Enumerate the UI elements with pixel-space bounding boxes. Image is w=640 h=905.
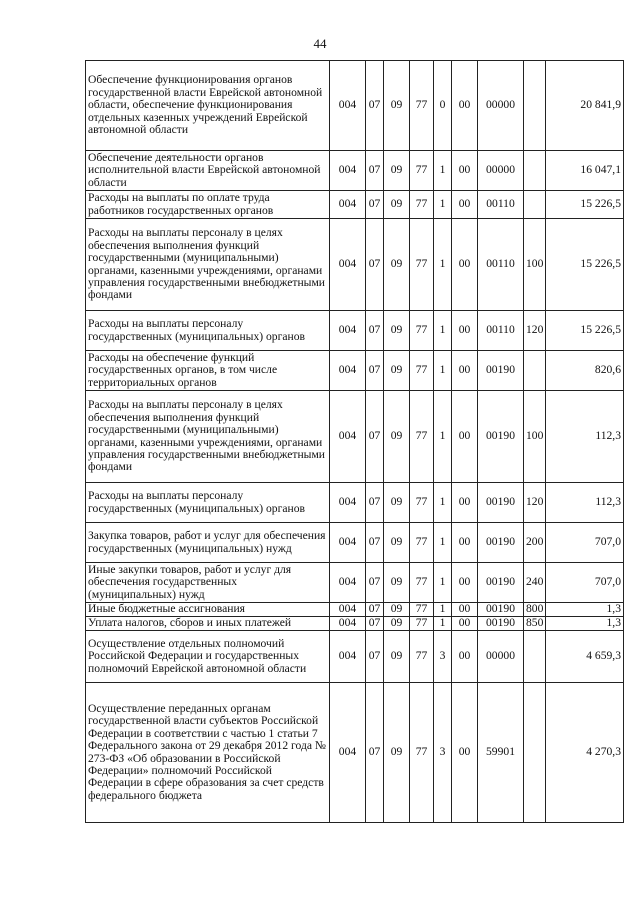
ministry-code: 004: [330, 631, 366, 683]
expense-type-code: 120: [524, 311, 546, 351]
amount: 15 226,5: [546, 311, 624, 351]
ministry-code: 004: [330, 617, 366, 631]
budget-table: [85, 60, 624, 823]
table-row: [86, 603, 624, 617]
ministry-code: 004: [330, 191, 366, 219]
page-number: 44: [313, 36, 327, 51]
expense-type-code: 850: [524, 617, 546, 631]
expense-code: 00110: [478, 219, 524, 311]
section-code: 07: [366, 219, 384, 311]
section-code: 07: [366, 483, 384, 523]
table-row: [86, 523, 624, 563]
program-code: 77: [410, 219, 434, 311]
program-code: 77: [410, 391, 434, 483]
row-description: Расходы на выплаты персоналу государственных (муниципальных) органов: [86, 483, 330, 523]
row-description: Иные закупки товаров, работ и услуг для обеспечения государственных (муниципальных) нужд: [86, 563, 330, 603]
expense-type-code: [524, 61, 546, 151]
table-row: [86, 61, 624, 151]
subsection-code: 09: [384, 617, 410, 631]
expense-code: 00000: [478, 61, 524, 151]
table-row: [86, 311, 624, 351]
group-code: 00: [452, 483, 478, 523]
subprogram-code: 0: [434, 61, 452, 151]
expense-code: 00190: [478, 351, 524, 391]
amount: 4 270,3: [546, 683, 624, 823]
expense-type-code: 200: [524, 523, 546, 563]
section-code: 07: [366, 683, 384, 823]
row-description: Закупка товаров, работ и услуг для обеспечения государственных (муниципальных) нужд: [86, 523, 330, 563]
section-code: 07: [366, 351, 384, 391]
amount: 15 226,5: [546, 191, 624, 219]
expense-code: 00190: [478, 563, 524, 603]
table-row: [86, 391, 624, 483]
amount: 707,0: [546, 523, 624, 563]
expense-type-code: [524, 151, 546, 191]
subprogram-code: 3: [434, 631, 452, 683]
row-description: Расходы на выплаты по оплате труда работников государственных органов: [86, 191, 330, 219]
subsection-code: 09: [384, 683, 410, 823]
group-code: 00: [452, 191, 478, 219]
amount: 112,3: [546, 391, 624, 483]
subprogram-code: 1: [434, 603, 452, 617]
expense-type-code: [524, 351, 546, 391]
ministry-code: 004: [330, 311, 366, 351]
group-code: 00: [452, 61, 478, 151]
section-code: 07: [366, 523, 384, 563]
program-code: 77: [410, 603, 434, 617]
subsection-code: 09: [384, 191, 410, 219]
expense-code: 00110: [478, 191, 524, 219]
table-row: [86, 563, 624, 603]
section-code: 07: [366, 151, 384, 191]
subprogram-code: 1: [434, 391, 452, 483]
ministry-code: 004: [330, 683, 366, 823]
expense-code: 00190: [478, 523, 524, 563]
subsection-code: 09: [384, 603, 410, 617]
amount: 15 226,5: [546, 219, 624, 311]
subsection-code: 09: [384, 219, 410, 311]
subsection-code: 09: [384, 61, 410, 151]
ministry-code: 004: [330, 563, 366, 603]
row-description: Обеспечение функционирования органов государственной власти Еврейской автономной области, обеспечение функционирования отдельных казенных учреждений Еврейской автономной области: [86, 61, 330, 151]
ministry-code: 004: [330, 61, 366, 151]
section-code: 07: [366, 311, 384, 351]
group-code: 00: [452, 603, 478, 617]
subprogram-code: 1: [434, 311, 452, 351]
budget-table-body: [86, 61, 624, 823]
subsection-code: 09: [384, 631, 410, 683]
row-description: Уплата налогов, сборов и иных платежей: [86, 617, 330, 631]
subprogram-code: 1: [434, 563, 452, 603]
group-code: 00: [452, 219, 478, 311]
expense-type-code: [524, 683, 546, 823]
ministry-code: 004: [330, 351, 366, 391]
table-row: [86, 151, 624, 191]
subprogram-code: 1: [434, 523, 452, 563]
expense-code: 00000: [478, 151, 524, 191]
expense-type-code: 100: [524, 391, 546, 483]
ministry-code: 004: [330, 151, 366, 191]
expense-type-code: 120: [524, 483, 546, 523]
program-code: 77: [410, 351, 434, 391]
row-description: Расходы на обеспечение функций государственных органов, в том числе территориальных органов: [86, 351, 330, 391]
subsection-code: 09: [384, 311, 410, 351]
program-code: 77: [410, 151, 434, 191]
program-code: 77: [410, 483, 434, 523]
section-code: 07: [366, 191, 384, 219]
program-code: 77: [410, 563, 434, 603]
row-description: Осуществление переданных органам государственной власти субъектов Российской Федерации в соответствии с частью 1 статьи 7 Федерального закона от 29 декабря 2012 года № 273-ФЗ «Об образовании в Российской Федерации» полномочий Российской Федерации в сфере образования за счет средств федерального бюджета: [86, 683, 330, 823]
row-description: Расходы на выплаты персоналу в целях обеспечения выполнения функций государственными (муниципальными) органами, казенными учреждениями, органами управления государственными внебюджетными фондами: [86, 391, 330, 483]
row-description: Расходы на выплаты персоналу в целях обеспечения выполнения функций государственными (муниципальными) органами, казенными учреждениями, органами управления государственными внебюджетными фондами: [86, 219, 330, 311]
expense-code: 00190: [478, 617, 524, 631]
program-code: 77: [410, 683, 434, 823]
subprogram-code: 1: [434, 151, 452, 191]
amount: 4 659,3: [546, 631, 624, 683]
section-code: 07: [366, 61, 384, 151]
subsection-code: 09: [384, 483, 410, 523]
ministry-code: 004: [330, 391, 366, 483]
group-code: 00: [452, 563, 478, 603]
group-code: 00: [452, 311, 478, 351]
section-code: 07: [366, 631, 384, 683]
group-code: 00: [452, 631, 478, 683]
expense-type-code: [524, 191, 546, 219]
expense-code: 59901: [478, 683, 524, 823]
table-row: [86, 683, 624, 823]
amount: 1,3: [546, 617, 624, 631]
row-description: Обеспечение деятельности органов исполнительной власти Еврейской автономной области: [86, 151, 330, 191]
section-code: 07: [366, 563, 384, 603]
program-code: 77: [410, 631, 434, 683]
subprogram-code: 1: [434, 219, 452, 311]
expense-type-code: [524, 631, 546, 683]
table-row: [86, 191, 624, 219]
amount: 820,6: [546, 351, 624, 391]
expense-code: 00190: [478, 391, 524, 483]
section-code: 07: [366, 603, 384, 617]
expense-code: 00190: [478, 603, 524, 617]
group-code: 00: [452, 151, 478, 191]
section-code: 07: [366, 617, 384, 631]
expense-type-code: 100: [524, 219, 546, 311]
amount: 1,3: [546, 603, 624, 617]
expense-code: 00000: [478, 631, 524, 683]
group-code: 00: [452, 683, 478, 823]
program-code: 77: [410, 617, 434, 631]
subprogram-code: 1: [434, 483, 452, 523]
subprogram-code: 3: [434, 683, 452, 823]
table-row: [86, 617, 624, 631]
group-code: 00: [452, 617, 478, 631]
amount: 20 841,9: [546, 61, 624, 151]
program-code: 77: [410, 311, 434, 351]
amount: 16 047,1: [546, 151, 624, 191]
program-code: 77: [410, 523, 434, 563]
amount: 707,0: [546, 563, 624, 603]
ministry-code: 004: [330, 603, 366, 617]
subprogram-code: 1: [434, 191, 452, 219]
subsection-code: 09: [384, 391, 410, 483]
subprogram-code: 1: [434, 617, 452, 631]
row-description: Осуществление отдельных полномочий Российской Федерации и государственных полномочий Еврейской автономной области: [86, 631, 330, 683]
table-row: [86, 351, 624, 391]
section-code: 07: [366, 391, 384, 483]
expense-type-code: 800: [524, 603, 546, 617]
group-code: 00: [452, 523, 478, 563]
ministry-code: 004: [330, 523, 366, 563]
expense-type-code: 240: [524, 563, 546, 603]
subsection-code: 09: [384, 151, 410, 191]
ministry-code: 004: [330, 219, 366, 311]
row-description: Иные бюджетные ассигнования: [86, 603, 330, 617]
subsection-code: 09: [384, 351, 410, 391]
table-row: [86, 483, 624, 523]
program-code: 77: [410, 191, 434, 219]
subsection-code: 09: [384, 523, 410, 563]
subprogram-code: 1: [434, 351, 452, 391]
expense-code: 00190: [478, 483, 524, 523]
program-code: 77: [410, 61, 434, 151]
ministry-code: 004: [330, 483, 366, 523]
group-code: 00: [452, 391, 478, 483]
table-row: [86, 631, 624, 683]
group-code: 00: [452, 351, 478, 391]
amount: 112,3: [546, 483, 624, 523]
row-description: Расходы на выплаты персоналу государственных (муниципальных) органов: [86, 311, 330, 351]
table-row: [86, 219, 624, 311]
expense-code: 00110: [478, 311, 524, 351]
subsection-code: 09: [384, 563, 410, 603]
